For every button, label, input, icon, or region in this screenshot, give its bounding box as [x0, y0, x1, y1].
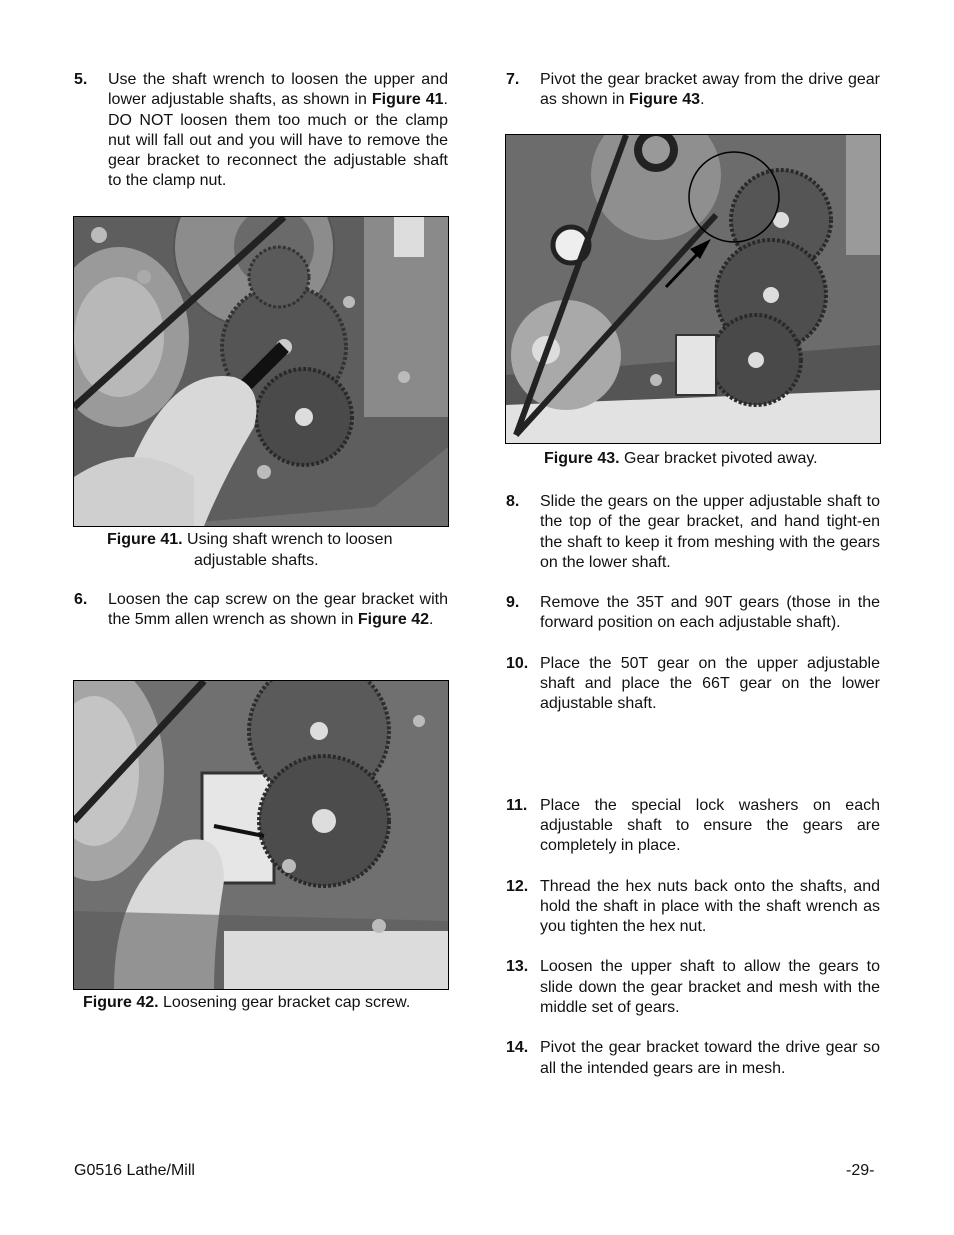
caption-text: Using shaft wrench to loosen [182, 531, 393, 548]
step-number: 7. [506, 71, 520, 88]
step-text: Pivot the gear bracket toward the drive gear so all the intended gears are in mesh. [540, 1039, 880, 1077]
caption-text: adjustable shafts. [194, 551, 319, 569]
step-text: Use the shaft wrench to loosen the upper and lower adjustable shafts, as shown in [108, 71, 448, 109]
footer-model: G0516 Lathe/Mill [74, 1162, 195, 1179]
step-text: . [700, 91, 705, 109]
figure-label: Figure 41. [107, 531, 183, 548]
step-14 [506, 1038, 880, 1079]
step-text: Place the special lock washers on each adjustable shaft to ensure the gears are completely in place. [540, 796, 880, 855]
step-number: 6. [74, 591, 88, 608]
right-column-top [506, 70, 880, 111]
step-13 [506, 957, 880, 1018]
step-text: . [429, 611, 434, 629]
step-text: Pivot the gear bracket away from the drive gear as shown in [540, 71, 880, 109]
step-6 [74, 590, 448, 631]
left-column [74, 70, 448, 192]
step-text: Place the 50T gear on the upper adjustable shaft and place the 66T gear on the lower adjustable shaft. [540, 654, 880, 713]
step-text: . DO NOT loosen them too much or the clamp nut will fall out and you will have to remove the gear bracket to reconnect the adjustable shaft to the clamp nut. [108, 91, 448, 190]
step-text: Remove the 35T and 90T gears (those in the forward position on each adjustable shaft). [540, 594, 880, 632]
step-number: 12. [506, 877, 529, 895]
step-number: 8. [506, 493, 520, 510]
figure-43-caption [544, 449, 884, 470]
step-number: 10. [506, 654, 529, 672]
step-10 [506, 654, 880, 715]
caption-text: Gear bracket pivoted away. [619, 450, 818, 467]
step-text: Loosen the cap screw on the gear bracket with the 5mm allen wrench as shown in [108, 591, 448, 629]
figure-reference: Figure 42 [357, 611, 430, 629]
step-number: 5. [74, 71, 88, 88]
figure-label: Figure 43. [544, 450, 620, 467]
step-9 [506, 593, 880, 634]
step-text: Loosen the upper shaft to allow the gears to slide down the gear bracket and mesh with the middle set of gears. [540, 958, 880, 1017]
step-11 [506, 796, 880, 857]
figure-42-image [73, 680, 449, 990]
step-12 [506, 877, 880, 938]
figure-41-caption [107, 530, 447, 571]
step-number: 14. [506, 1039, 529, 1057]
figure-label: Figure 42. [83, 994, 159, 1011]
figure-reference: Figure 43 [628, 91, 701, 109]
footer-page-number: -29- [846, 1162, 875, 1179]
figure-41-image [73, 216, 449, 527]
step-number: 9. [506, 594, 520, 612]
step-number: 13. [506, 958, 529, 976]
right-column-lower [506, 492, 880, 1079]
step-5 [74, 70, 448, 192]
step-7 [506, 70, 880, 111]
figure-42-caption [83, 993, 453, 1014]
figure-43-image [505, 134, 881, 444]
step-8 [506, 492, 880, 573]
step-number: 11. [506, 796, 528, 814]
step-text: Thread the hex nuts back onto the shafts, and hold the shaft in place with the shaft wrench as you tighten the hex nut. [540, 877, 880, 936]
step-text: Slide the gears on the upper adjustable shaft to the top of the gear bracket, and hand tight-en the shaft to keep it from meshing with the gears on the lower shaft. [540, 493, 880, 571]
left-column-lower [74, 590, 448, 631]
caption-text: Loosening gear bracket cap screw. [158, 994, 411, 1011]
figure-reference: Figure 41 [371, 91, 444, 109]
